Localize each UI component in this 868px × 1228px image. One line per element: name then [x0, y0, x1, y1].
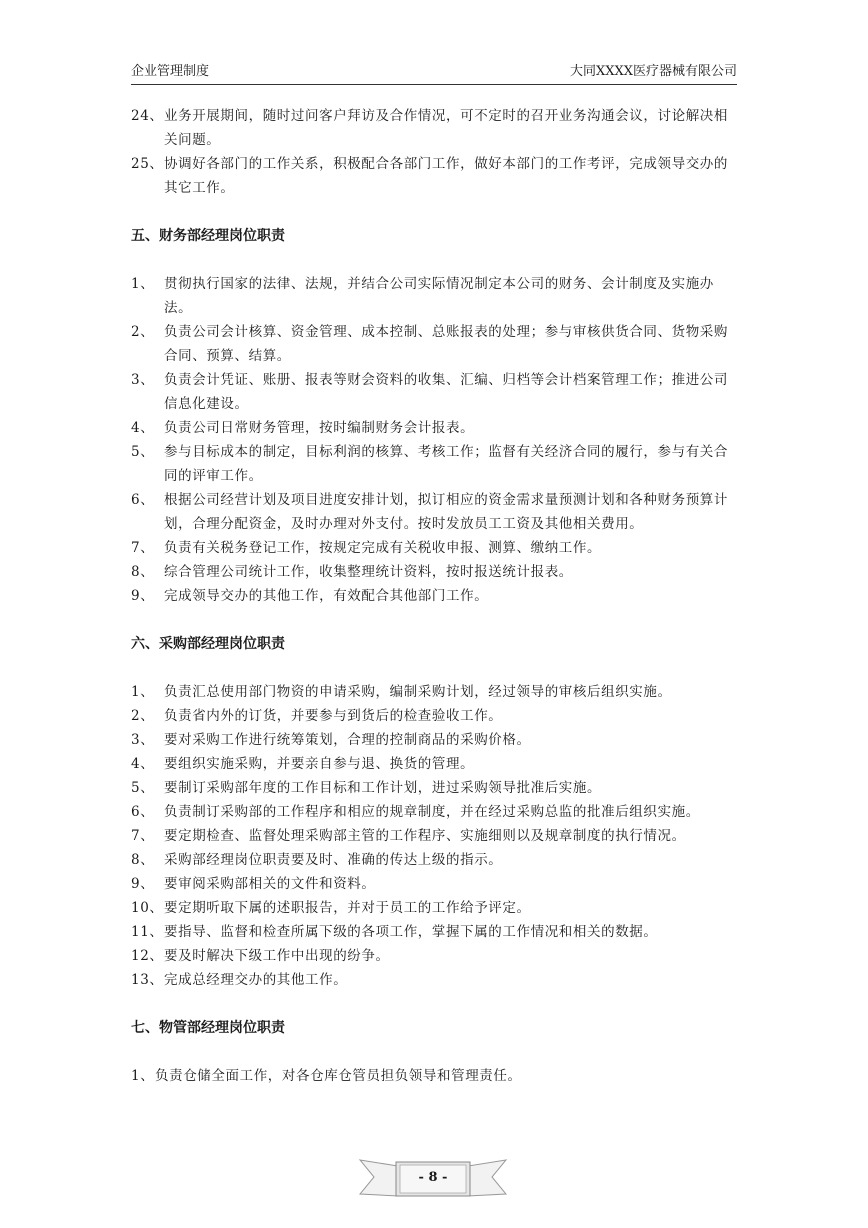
- list-item-number: 1、: [131, 684, 155, 700]
- list-item: [131, 560, 737, 584]
- list-item-number: 3、: [131, 372, 155, 388]
- list-item-text: 要指导、监督和检查所属下级的各项工作，掌握下属的工作情况和相关的数据。: [164, 924, 658, 940]
- purchasing-duties-list: [131, 680, 737, 992]
- list-item-number: 6、: [131, 492, 155, 508]
- list-item-number: 6、: [131, 804, 155, 820]
- finance-duties-list: [131, 272, 737, 608]
- list-item-number: 5、: [131, 780, 155, 796]
- list-item-text: 要制订采购部年度的工作目标和工作计划，进过采购领导批准后实施。: [164, 780, 602, 796]
- section-title: 七、物管部经理岗位职责: [131, 1020, 285, 1036]
- list-item: [131, 488, 737, 536]
- list-item: [131, 584, 737, 608]
- list-item-number: 7、: [131, 828, 155, 844]
- list-item: [131, 536, 737, 560]
- list-item-number: 9、: [131, 588, 155, 604]
- list-item: [131, 320, 737, 368]
- list-item: [131, 800, 737, 824]
- list-item: [131, 920, 737, 944]
- list-item-number: 7、: [131, 540, 155, 556]
- list-item-text: 负责公司日常财务管理，按时编制财务会计报表。: [164, 420, 475, 436]
- list-item: [131, 896, 737, 920]
- continued-list: [131, 104, 737, 200]
- section-title: 六、采购部经理岗位职责: [131, 636, 285, 652]
- list-item-text: 要审阅采购部相关的文件和资料。: [164, 876, 376, 892]
- page-header: [131, 62, 737, 82]
- list-item-text: 要组织实施采购，并要亲自参与退、换货的管理。: [164, 756, 475, 772]
- list-item: [131, 704, 737, 728]
- list-item: [131, 680, 737, 704]
- list-item: [131, 872, 737, 896]
- header-company-name: 大同XXXX医疗器械有限公司: [569, 64, 737, 79]
- list-item-number: 24、: [131, 108, 164, 124]
- list-item-number: 3、: [131, 732, 155, 748]
- list-item: [131, 416, 737, 440]
- list-item-number: 1、: [131, 1068, 155, 1084]
- list-item: [131, 968, 737, 992]
- list-item: [131, 776, 737, 800]
- list-item-text: 采购部经理岗位职责要及时、准确的传达上级的指示。: [164, 852, 503, 868]
- list-item-number: 2、: [131, 324, 155, 340]
- document-body: [131, 104, 737, 1088]
- list-item-text: 负责制订采购部的工作程序和相应的规章制度，并在经过采购总监的批准后组织实施。: [164, 804, 700, 820]
- list-item-text: 要定期听取下属的述职报告，并对于员工的工作给予评定。: [164, 900, 531, 916]
- page-footer: [358, 1150, 508, 1206]
- list-item: [131, 944, 737, 968]
- list-item-text: 业务开展期间，随时过问客户拜访及合作情况，可不定时的召开业务沟通会议，讨论解决相关问题。: [164, 108, 728, 148]
- section-title: 五、财务部经理岗位职责: [131, 228, 285, 244]
- list-item-text: 负责会计凭证、账册、报表等财会资料的收集、汇编、归档等会计档案管理工作；推进公司信息化建设。: [164, 372, 728, 412]
- header-left-title: 企业管理制度: [131, 64, 210, 79]
- list-item-text: 负责仓储全面工作，对各仓库仓管员担负领导和管理责任。: [155, 1068, 522, 1084]
- list-item-text: 完成领导交办的其他工作，有效配合其他部门工作。: [164, 588, 489, 604]
- list-item-number: 8、: [131, 852, 155, 868]
- header-divider: [131, 84, 737, 85]
- list-item-text: 贯彻执行国家的法律、法规，并结合公司实际情况制定本公司的财务、会计制度及实施办法。: [164, 276, 714, 316]
- list-item-text: 综合管理公司统计工作，收集整理统计资料，按时报送统计报表。: [164, 564, 573, 580]
- list-item-text: 负责有关税务登记工作，按规定完成有关税收申报、测算、缴纳工作。: [164, 540, 602, 556]
- list-item-number: 12、: [131, 948, 164, 964]
- list-item: [131, 1064, 737, 1088]
- list-item-number: 4、: [131, 756, 155, 772]
- list-item-text: 负责省内外的订货，并要参与到货后的检查验收工作。: [164, 708, 503, 724]
- list-item: [131, 728, 737, 752]
- list-item-number: 2、: [131, 708, 155, 724]
- list-item-text: 负责公司会计核算、资金管理、成本控制、总账报表的处理；参与审核供货合同、货物采购合同、预算、结算。: [164, 324, 728, 364]
- list-item-number: 11、: [131, 924, 164, 940]
- list-item-text: 协调好各部门的工作关系，积极配合各部门工作，做好本部门的工作考评，完成领导交办的其它工作。: [164, 156, 728, 196]
- list-item: [131, 824, 737, 848]
- list-item-number: 10、: [131, 900, 164, 916]
- list-item: [131, 152, 737, 200]
- list-item-text: 要定期检查、监督处理采购部主管的工作程序、实施细则以及规章制度的执行情况。: [164, 828, 686, 844]
- page-number: - 8 -: [418, 1170, 448, 1185]
- list-item-number: 9、: [131, 876, 155, 892]
- list-item-text: 完成总经理交办的其他工作。: [164, 972, 348, 988]
- list-item: [131, 104, 737, 152]
- list-item-number: 4、: [131, 420, 155, 436]
- list-item-text: 负责汇总使用部门物资的申请采购，编制采购计划，经过领导的审核后组织实施。: [164, 684, 672, 700]
- list-item-text: 根据公司经营计划及项目进度安排计划，拟订相应的资金需求量预测计划和各种财务预算计划，合理分配资金，及时办理对外支付。按时发放员工工资及其他相关费用。: [164, 492, 728, 532]
- list-item-number: 25、: [131, 156, 164, 172]
- list-item-number: 13、: [131, 972, 164, 988]
- list-item: [131, 368, 737, 416]
- list-item-number: 8、: [131, 564, 155, 580]
- list-item-text: 要对采购工作进行统筹策划，合理的控制商品的采购价格。: [164, 732, 531, 748]
- list-item-number: 1、: [131, 276, 155, 292]
- list-item: [131, 272, 737, 320]
- list-item-text: 要及时解决下级工作中出现的纷争。: [164, 948, 390, 964]
- list-item: [131, 440, 737, 488]
- list-item-text: 参与目标成本的制定，目标利润的核算、考核工作；监督有关经济合同的履行，参与有关合同的评审工作。: [164, 444, 728, 484]
- material-duties-list: [131, 1064, 737, 1088]
- list-item: [131, 752, 737, 776]
- list-item: [131, 848, 737, 872]
- list-item-number: 5、: [131, 444, 155, 460]
